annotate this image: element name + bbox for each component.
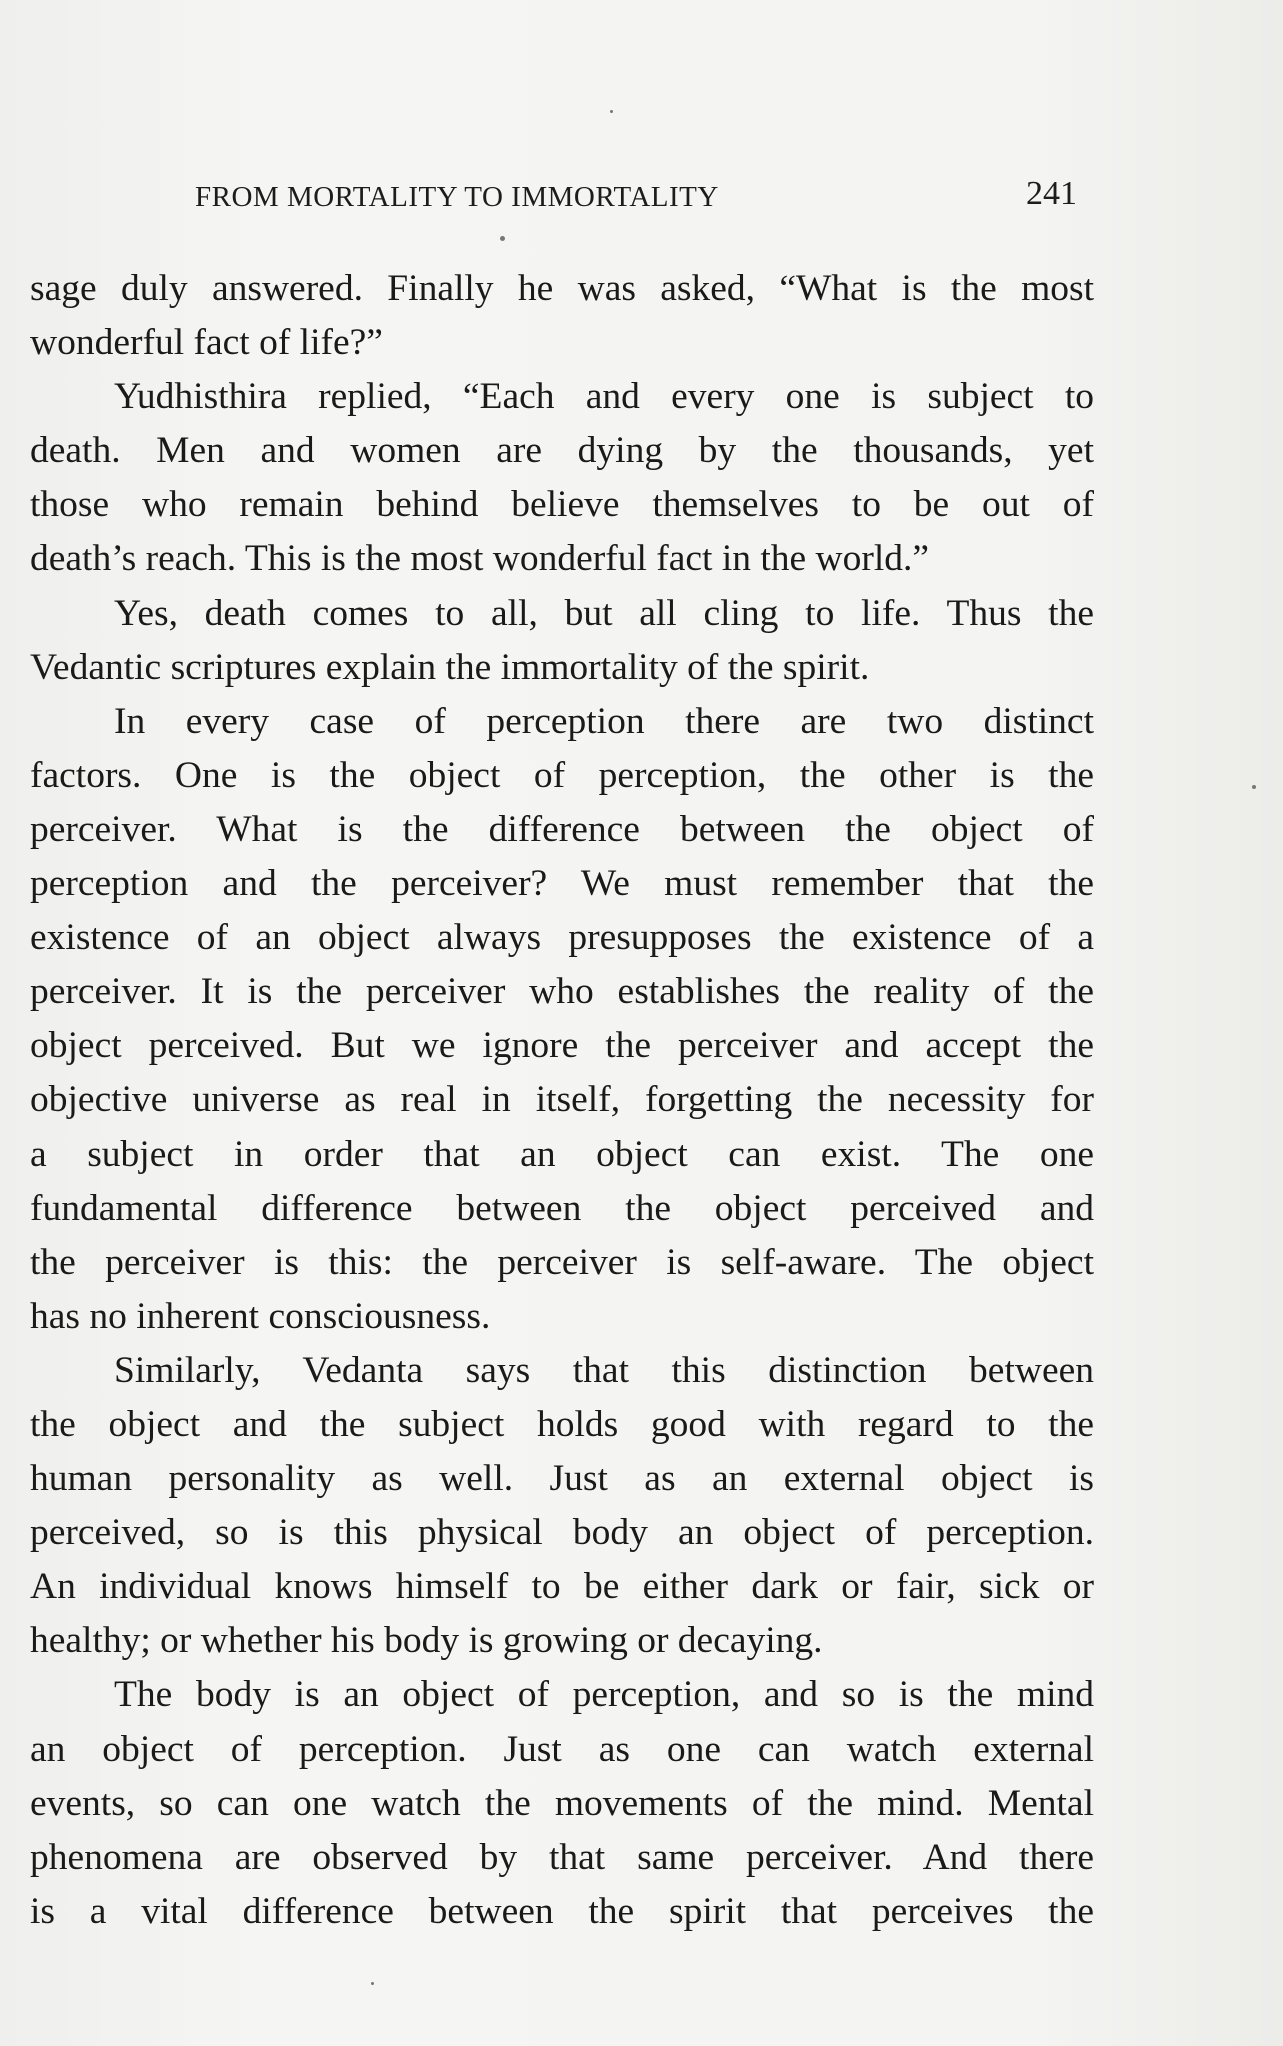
text-line: has no inherent consciousness. — [30, 1295, 491, 1337]
text-line: perceiver. What is the difference between the object of — [30, 808, 1094, 850]
text-line: perception and the perceiver? We must remember that the — [30, 863, 1094, 905]
text-line: the perceiver is this: the perceiver is self-aware. The object — [30, 1241, 1094, 1283]
text-line: Vedantic scriptures explain the immortality of the spirit. — [30, 646, 870, 688]
text-line: sage duly answered. Finally he was asked, “What is the most — [30, 268, 1094, 309]
text-line: In every case of perception there are two distinct — [114, 700, 1094, 742]
page-number: 241 — [1026, 175, 1077, 212]
text-line: perceived, so is this physical body an object of perception. — [30, 1512, 1094, 1554]
text-line: factors. One is the object of perception, the other is the — [30, 754, 1094, 796]
paper-speck — [371, 1982, 374, 1985]
text-line: events, so can one watch the movements of the mind. Mental — [30, 1782, 1094, 1824]
text-line: a subject in order that an object can exist. The one — [30, 1133, 1094, 1175]
text-line: Yudhisthira replied, “Each and every one is subject to — [114, 376, 1094, 418]
paper-speck — [1252, 785, 1256, 789]
text-line: human personality as well. Just as an external object is — [30, 1458, 1094, 1500]
text-line: phenomena are observed by that same perceiver. And there — [30, 1836, 1094, 1878]
text-line: is a vital difference between the spirit that perceives the — [30, 1890, 1094, 1932]
paper-speck — [610, 110, 613, 113]
text-line: object perceived. But we ignore the perceiver and accept the — [30, 1025, 1094, 1067]
text-line: The body is an object of perception, and so is the mind — [114, 1674, 1094, 1716]
text-line: an object of perception. Just as one can watch external — [30, 1728, 1094, 1770]
text-line: those who remain behind believe themselves to be out of — [30, 484, 1094, 526]
text-line: wonderful fact of life?” — [30, 322, 383, 364]
text-line: healthy; or whether his body is growing or decaying. — [30, 1620, 823, 1662]
running-head: FROM MORTALITY TO IMMORTALITY — [195, 181, 719, 213]
text-line: existence of an object always presupposes the existence of a — [30, 917, 1094, 959]
text-line: objective universe as real in itself, forgetting the necessity for — [30, 1079, 1094, 1121]
text-line: Yes, death comes to all, but all cling to life. Thus the — [114, 592, 1094, 634]
text-line: fundamental difference between the object perceived and — [30, 1187, 1094, 1229]
text-line: An individual knows himself to be either dark or fair, sick or — [30, 1566, 1094, 1608]
text-line: the object and the subject holds good with regard to the — [30, 1403, 1094, 1445]
text-line: perceiver. It is the perceiver who establishes the reality of the — [30, 971, 1094, 1013]
text-line: death’s reach. This is the most wonderful fact in the world.” — [30, 538, 930, 580]
body-text — [30, 262, 1094, 1939]
text-line: death. Men and women are dying by the thousands, yet — [30, 430, 1094, 472]
text-line: Similarly, Vedanta says that this distinction between — [114, 1349, 1094, 1391]
paper-speck — [500, 236, 505, 241]
